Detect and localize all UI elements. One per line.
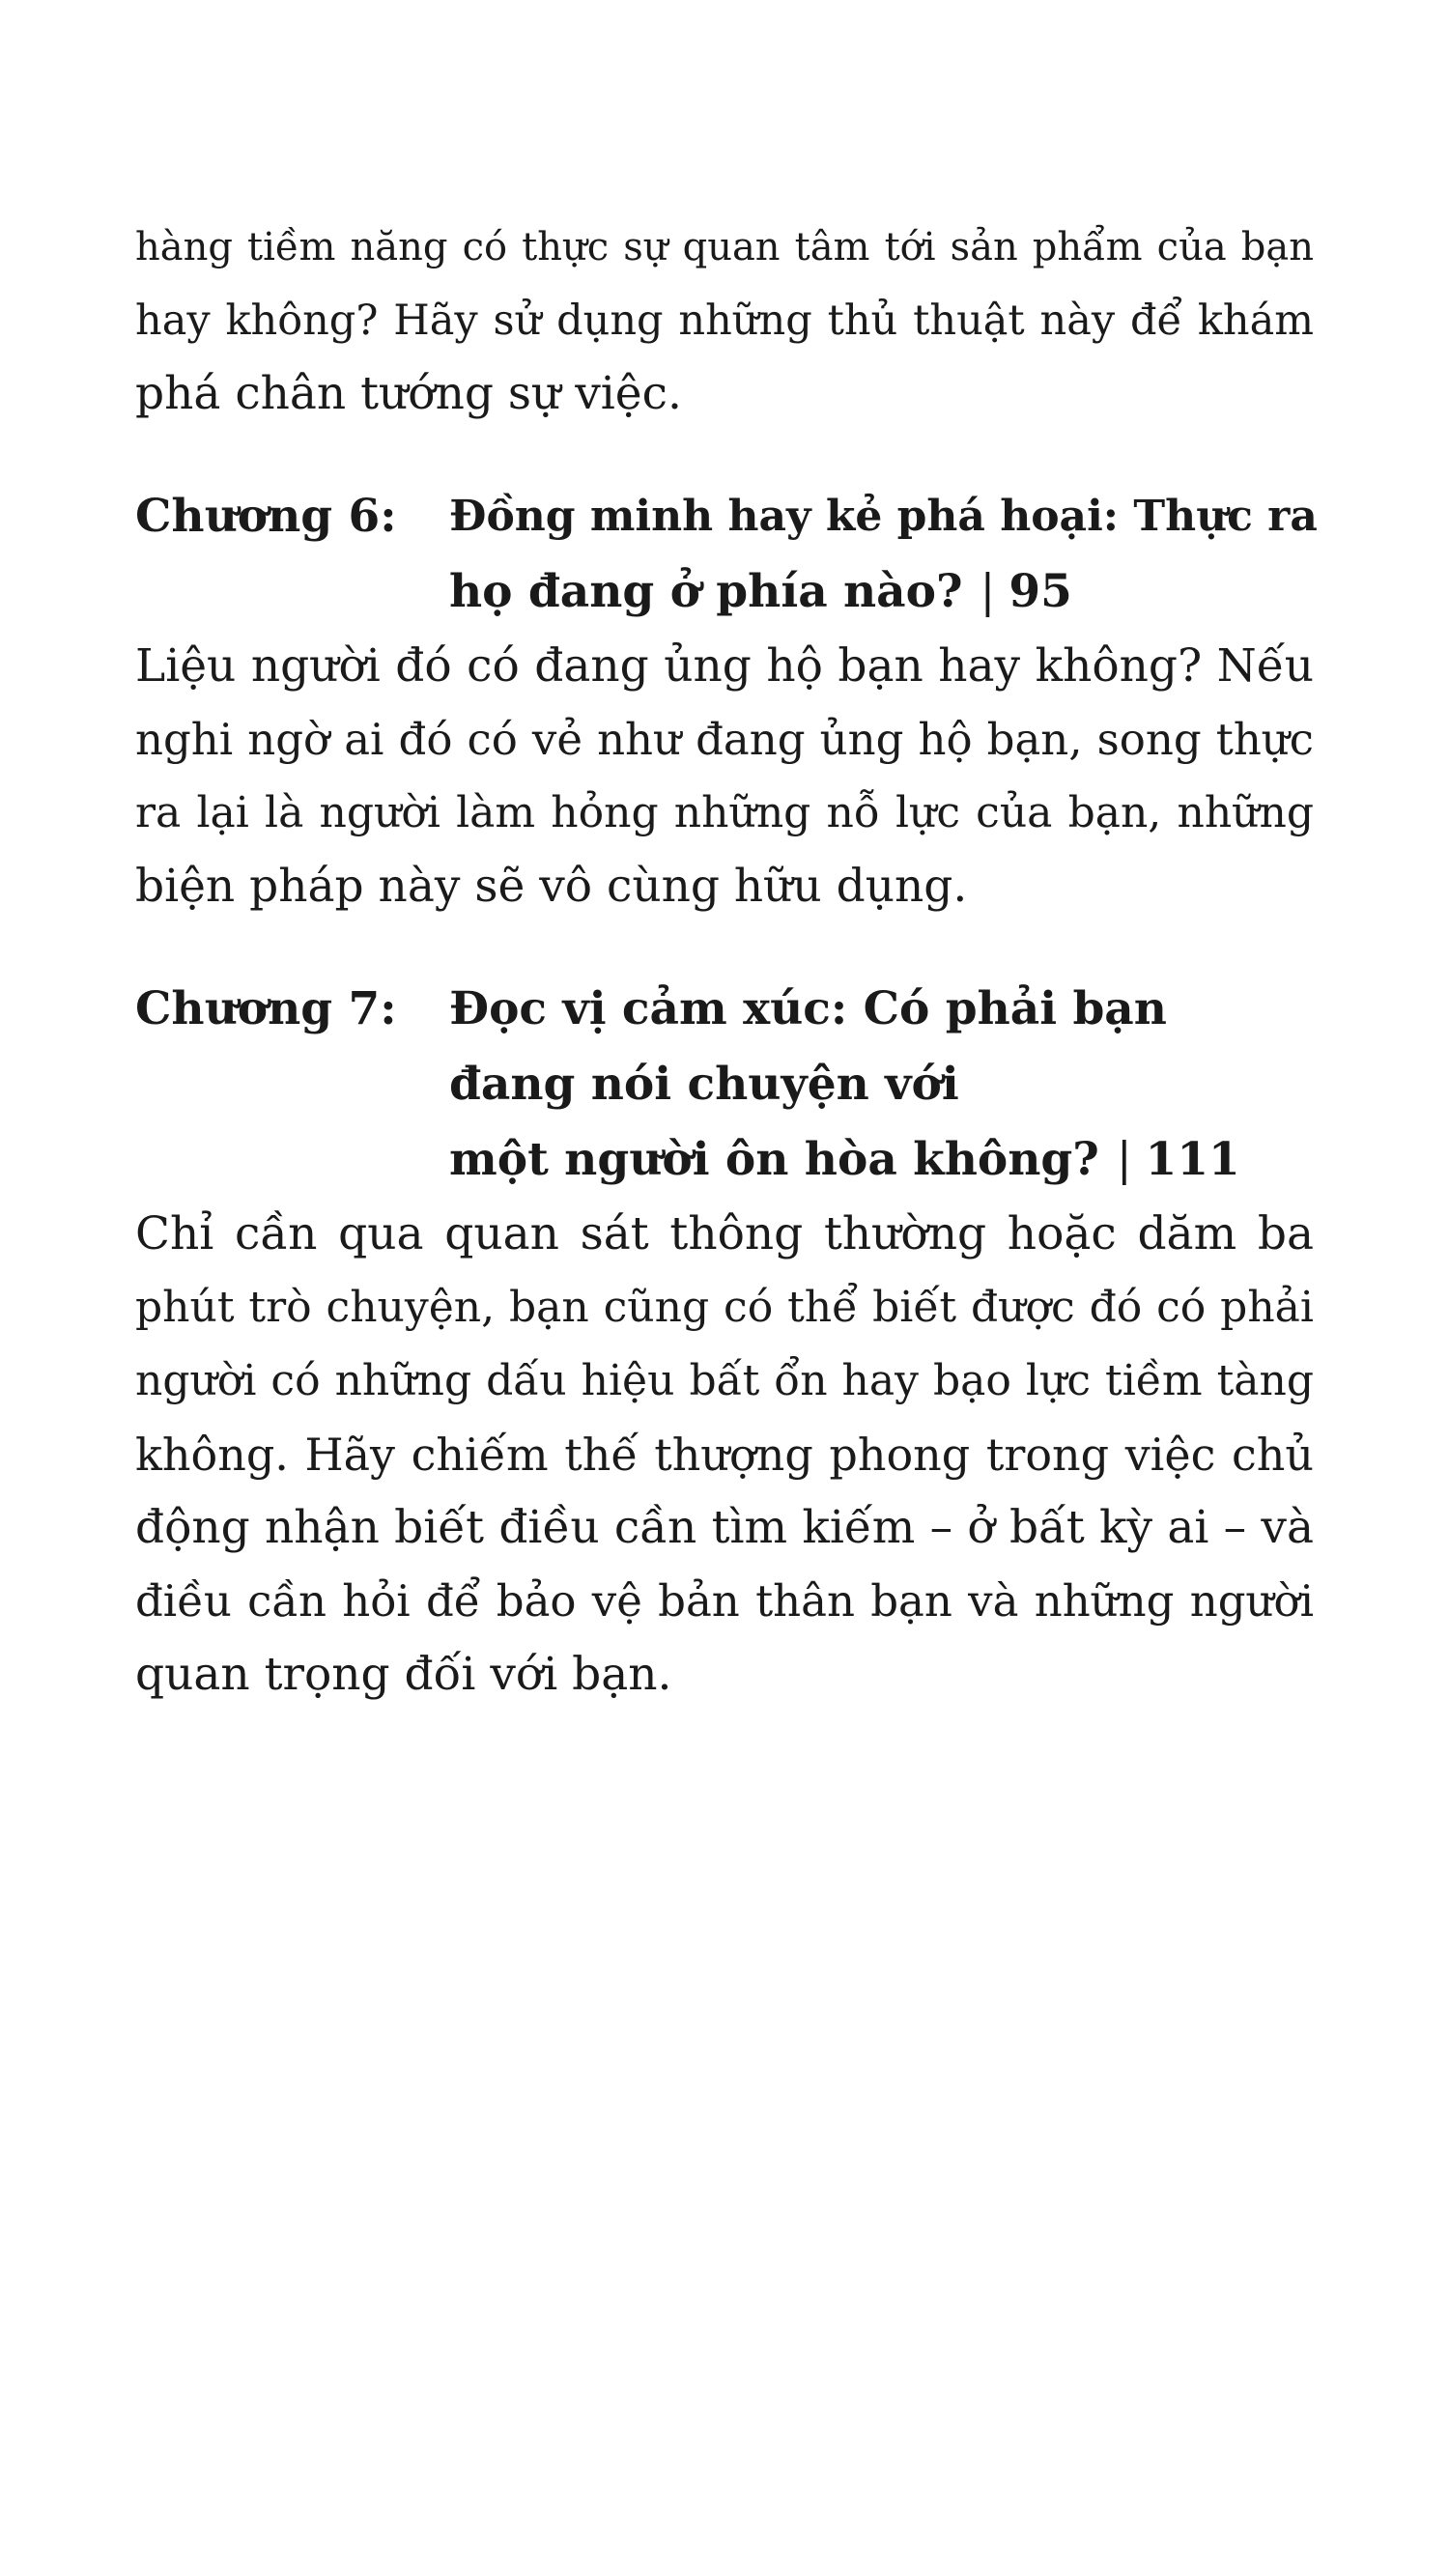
chapter-title-line-text: họ đang ở phía nào? bbox=[449, 565, 963, 618]
intro-paragraph bbox=[135, 211, 1314, 431]
description-line: quan trọng đối với bạn. bbox=[135, 1648, 672, 1701]
chapter-7-description bbox=[135, 1198, 1314, 1712]
description-line: động nhận biết điều cần tìm kiếm – ở bất kỳ ai – và bbox=[135, 1501, 1314, 1554]
intro-line: phá chân tướng sự việc. bbox=[135, 367, 682, 420]
chapter-page-number: 111 bbox=[1145, 1133, 1240, 1186]
chapter-title bbox=[449, 972, 1333, 1198]
description-line: phút trò chuyện, bạn cũng có thể biết được đó có phải bbox=[135, 1283, 1314, 1332]
description-line: nghi ngờ ai đó có vẻ như đang ủng hộ bạn, song thực bbox=[135, 714, 1314, 765]
intro-line: hay không? Hãy sử dụng những thủ thuật này để khám bbox=[135, 297, 1314, 345]
page-separator: | bbox=[980, 565, 996, 618]
description-line: Chỉ cần qua quan sát thông thường hoặc dăm ba bbox=[135, 1207, 1314, 1260]
chapter-title-line-text: một người ôn hòa không? bbox=[449, 1133, 1099, 1186]
chapter-title-line: đang nói chuyện với bbox=[449, 1058, 959, 1111]
description-line: Liệu người đó có đang ủng hộ bạn hay không? Nếu bbox=[135, 639, 1314, 693]
chapter-label: Chương 6: bbox=[135, 490, 397, 543]
description-line: biện pháp này sẽ vô cùng hữu dụng. bbox=[135, 860, 968, 913]
chapter-title-line bbox=[449, 554, 1333, 630]
chapter-label: Chương 7: bbox=[135, 982, 397, 1035]
chapter-title-line bbox=[449, 1122, 1333, 1198]
chapter-title-line: Đồng minh hay kẻ phá hoại: Thực ra bbox=[449, 492, 1318, 541]
description-line: không. Hãy chiếm thế thượng phong trong việc chủ bbox=[135, 1429, 1314, 1481]
intro-line: hàng tiềm năng có thực sự quan tâm tới sản phẩm của bạn bbox=[135, 225, 1314, 269]
chapter-title bbox=[449, 479, 1333, 630]
chapter-6-description bbox=[135, 630, 1314, 923]
page-separator: | bbox=[1116, 1133, 1132, 1186]
chapter-title-line: Đọc vị cảm xúc: Có phải bạn bbox=[449, 982, 1167, 1035]
description-line: điều cần hỏi để bảo vệ bản thân bạn và những người bbox=[135, 1575, 1314, 1627]
description-line: ra lại là người làm hỏng những nỗ lực của bạn, những bbox=[135, 788, 1314, 837]
chapter-page-number: 95 bbox=[1009, 565, 1072, 618]
description-line: người có những dấu hiệu bất ổn hay bạo lực tiềm tàng bbox=[135, 1356, 1314, 1405]
